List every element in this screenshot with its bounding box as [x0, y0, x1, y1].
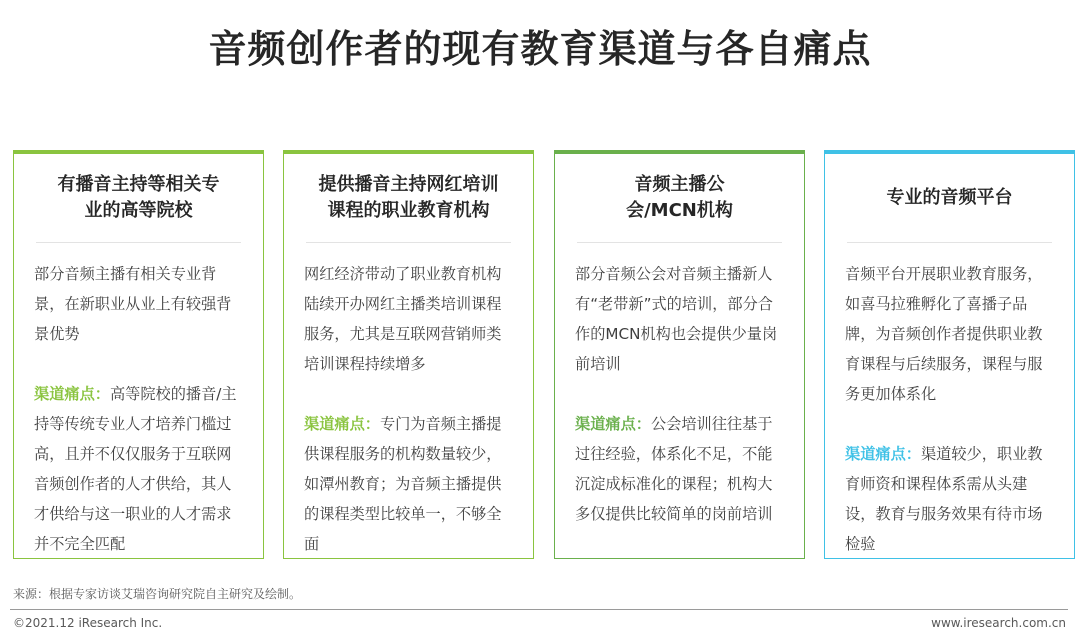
copyright: ©2021.12 iResearch Inc. [13, 616, 163, 630]
card-pain-point [304, 409, 515, 559]
source-note: 来源：根据专家访谈艾瑞咨询研究院自主研究及绘制。 [13, 587, 302, 601]
channel-card-university [13, 150, 264, 559]
pain-point-label: 渠道痛点： [304, 415, 380, 433]
channel-card-audio-platform [824, 150, 1075, 559]
channel-card-guild-mcn [554, 150, 805, 559]
card-body [555, 243, 804, 529]
card-body [14, 243, 263, 559]
card-heading: 音频主播公会/MCN机构 [577, 154, 782, 243]
card-description: 网红经济带动了职业教育机构陆续开办网红主播类培训课程服务，尤其是互联网营销师类培训课程持续增多 [304, 265, 502, 373]
pain-point-label: 渠道痛点： [34, 385, 110, 403]
card-description: 部分音频公会对音频主播新人有“老带新”式的培训，部分合作的MCN机构也会提供少量岗前培训 [575, 265, 778, 373]
page-title: 音频创作者的现有教育渠道与各自痛点 [208, 27, 872, 71]
channel-card-training-institution [283, 150, 534, 559]
card-description: 音频平台开展职业教育服务，如喜马拉雅孵化了喜播子品牌，为音频创作者提供职业教育课程与后续服务，课程与服务更加体系化 [845, 265, 1043, 403]
website-url: www.iresearch.com.cn [931, 616, 1066, 630]
card-body [825, 243, 1074, 559]
card-body [284, 243, 533, 559]
card-description: 部分音频主播有相关专业背景，在新职业从业上有较强背景优势 [34, 265, 232, 343]
card-pain-point [34, 379, 245, 559]
pain-point-text: 渠道较少，职业教育师资和课程体系需从头建设，教育与服务效果有待市场检验 [845, 445, 1043, 553]
card-pain-point [845, 439, 1056, 559]
pain-point-text: 专门为音频主播提供课程服务的机构数量较少，如潭州教育；为音频主播提供的课程类型比较单一，不够全面 [304, 415, 502, 553]
card-heading: 专业的音频平台 [847, 154, 1052, 243]
card-pain-point [575, 409, 786, 529]
footer-divider [10, 609, 1068, 610]
card-heading: 提供播音主持网红培训课程的职业教育机构 [306, 154, 511, 243]
pain-point-text: 公会培训往往基于过往经验，体系化不足，不能沉淀成标准化的课程；机构大多仅提供比较简单的岗前培训 [575, 415, 773, 523]
pain-point-text: 高等院校的播音/主持等传统专业人才培养门槛过高，且并不仅仅服务于互联网音频创作者的人才供给，其人才供给与这一职业的人才需求并不完全匹配 [34, 385, 237, 553]
pain-point-label: 渠道痛点： [845, 445, 921, 463]
pain-point-label: 渠道痛点： [575, 415, 651, 433]
card-heading: 有播音主持等相关专业的高等院校 [36, 154, 241, 243]
